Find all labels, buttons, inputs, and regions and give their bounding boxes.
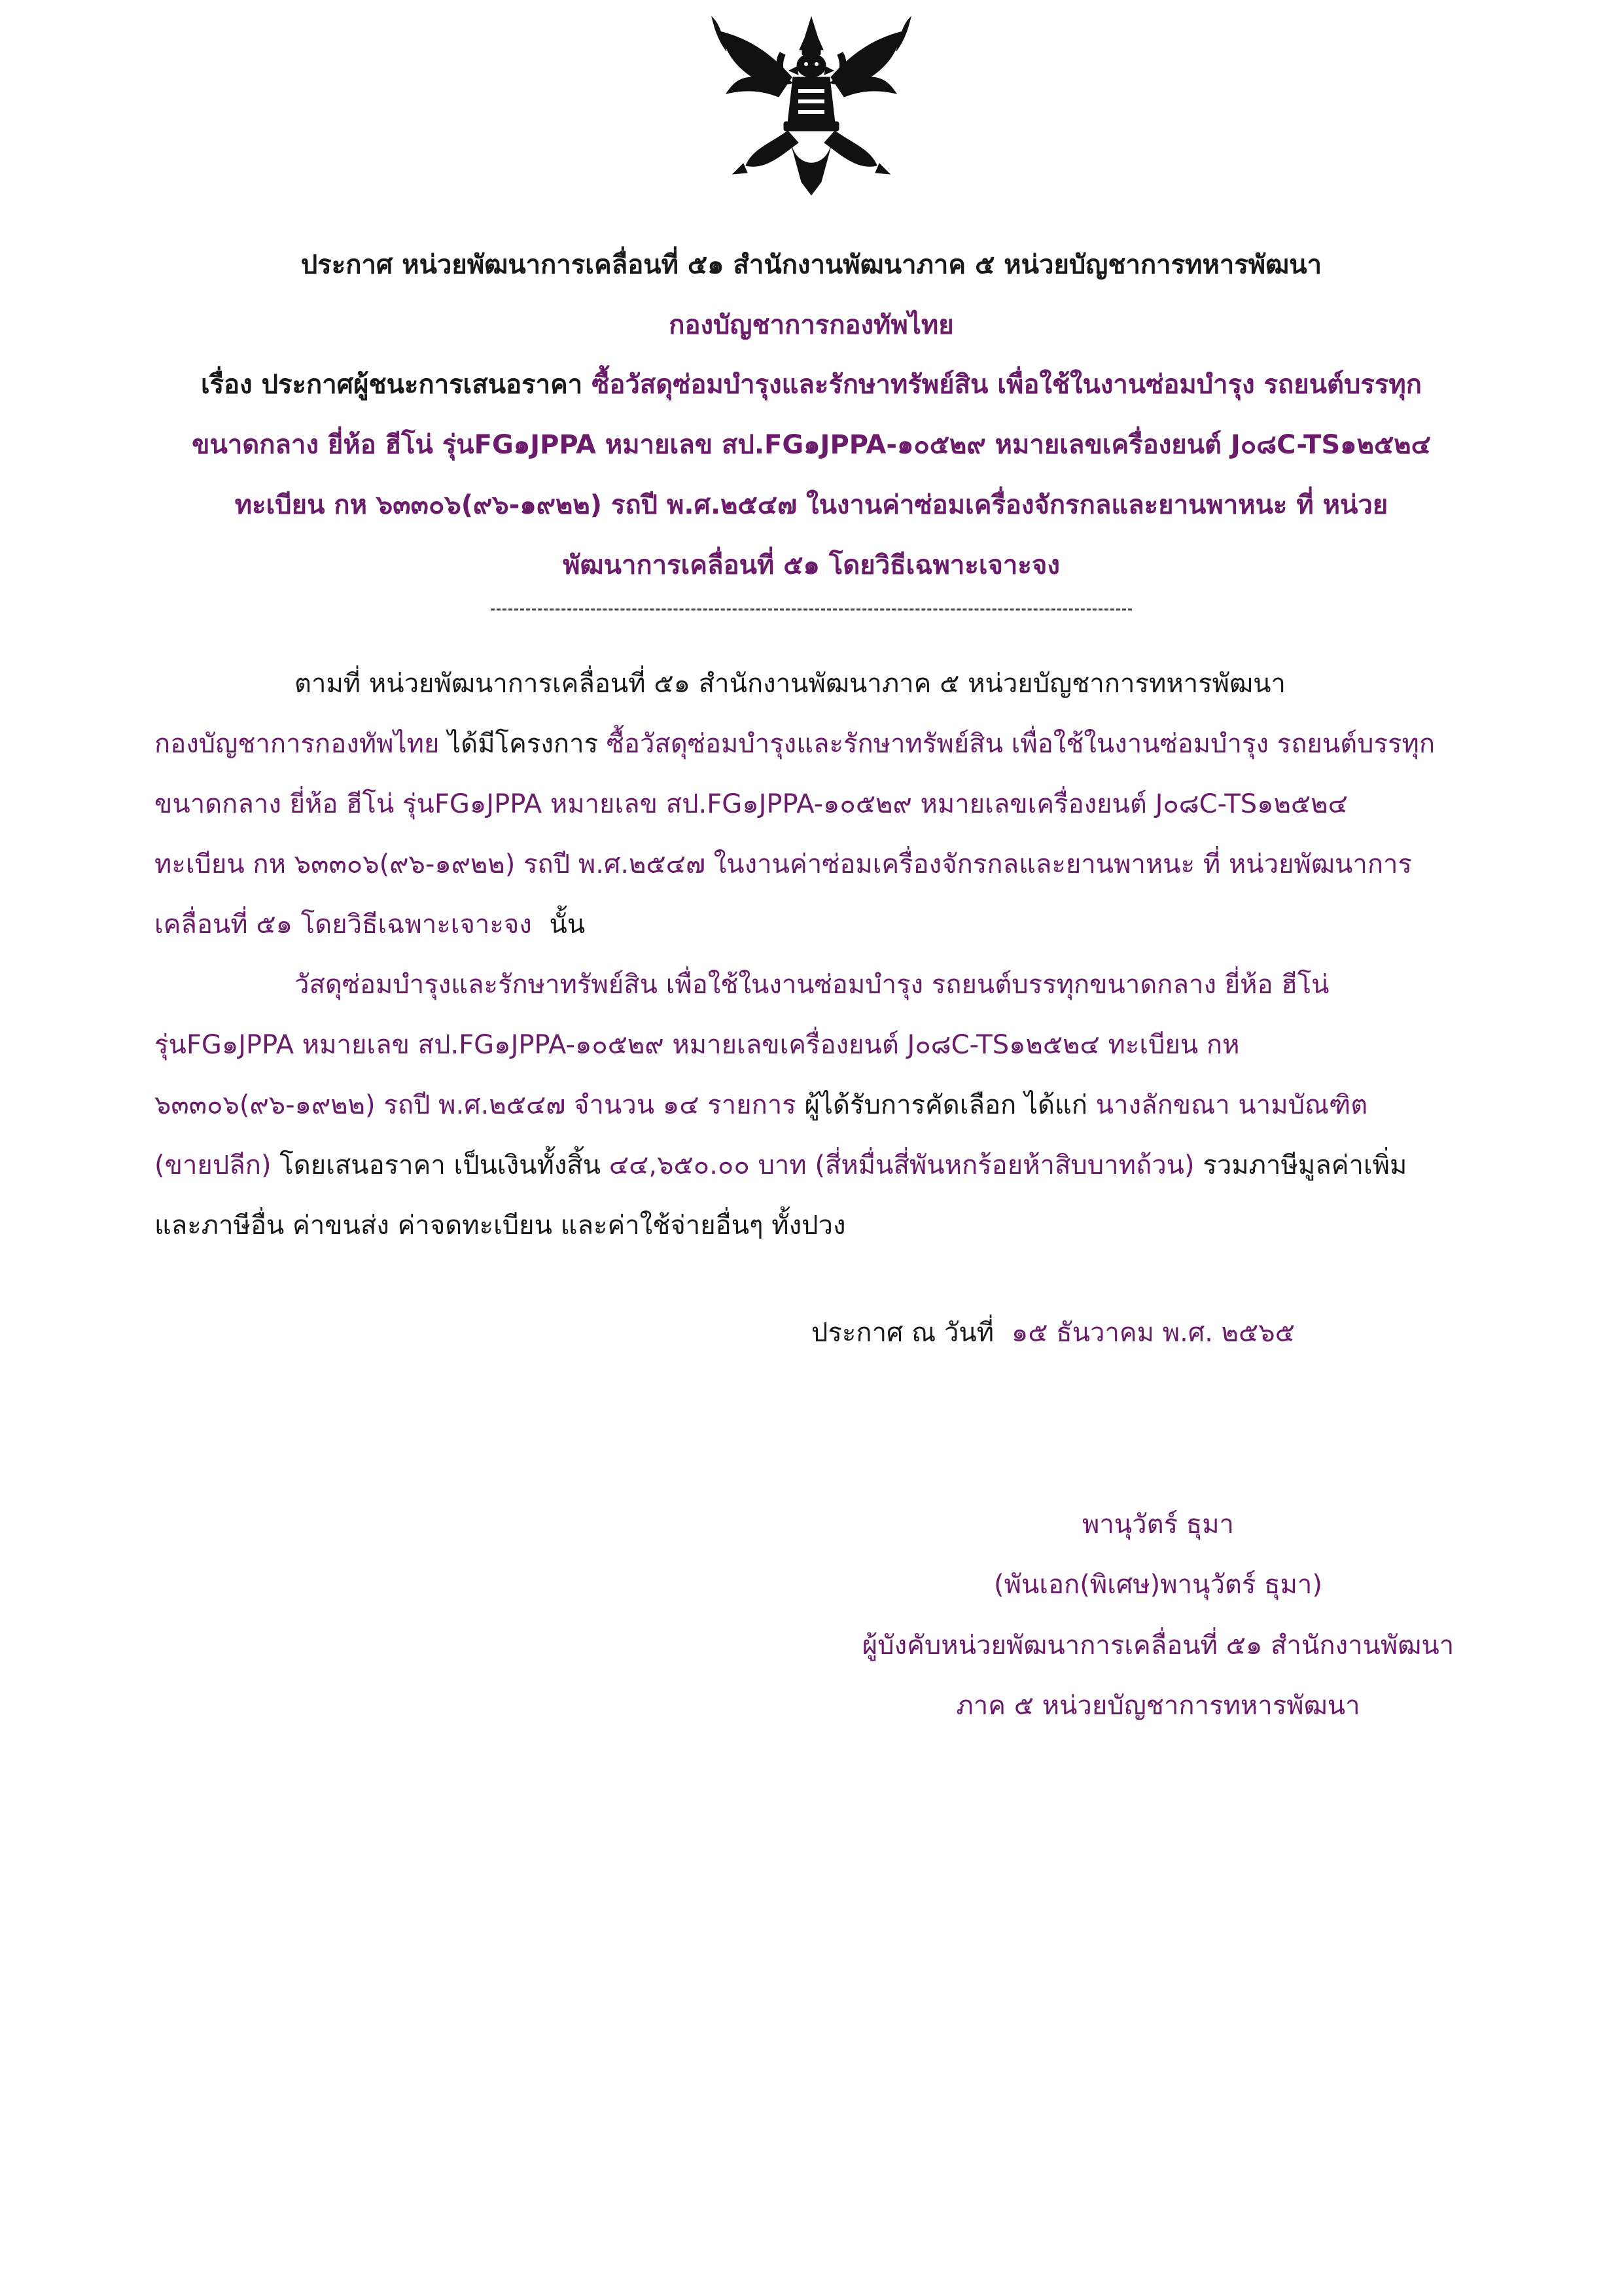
p2-items: ๖๓๓๐๖(๙๖-๑๙๒๒) รถปี พ.ศ.๒๕๔๗ จำนวน ๑๔ รายการ bbox=[154, 1090, 796, 1120]
announcement-date bbox=[811, 1316, 1295, 1349]
p1-line-5 bbox=[154, 908, 585, 941]
p1-line-4: ทะเบียน กห ๖๓๓๐๖(๙๖-๑๙๒๒) รถปี พ.ศ.๒๕๔๗ ในงานค่าซ่อมเครื่องจักรกลและยานพาหนะ ที่ หน่วยพัฒนาการ bbox=[154, 849, 1412, 879]
signature-full-name: (พันเอก(พิเศษ)พานุวัตร์ ธุมา) bbox=[994, 1570, 1322, 1600]
separator-line bbox=[491, 609, 1132, 613]
p1-project-label: ได้มีโครงการ bbox=[448, 729, 599, 759]
p2-line-5: และภาษีอื่น ค่าขนส่ง ค่าจดทะเบียน และค่าใช้จ่ายอื่นๆ ทั้งปวง bbox=[154, 1210, 846, 1241]
header-line-1: ประกาศ หน่วยพัฒนาการเคลื่อนที่ ๕๑ สำนักงานพัฒนาภาค ๕ หน่วยบัญชาการทหารพัฒนา bbox=[300, 250, 1322, 280]
header-line-2: กองบัญชาการกองทัพไทย bbox=[669, 310, 954, 340]
p2-selected-label: ผู้ได้รับการคัดเลือก ได้แก่ bbox=[804, 1090, 1088, 1120]
subject-label: เรื่อง ประกาศผู้ชนะการเสนอราคา bbox=[201, 370, 583, 400]
p1-line-1: ตามที่ หน่วยพัฒนาการเคลื่อนที่ ๕๑ สำนักงานพัฒนาภาค ๕ หน่วยบัญชาการทหารพัฒนา bbox=[294, 669, 1286, 699]
p2-winner-type: (ขายปลีก) bbox=[154, 1150, 272, 1180]
p2-price-label: โดยเสนอราคา เป็นเงินทั้งสิ้น bbox=[279, 1150, 601, 1180]
signature-name: พานุวัตร์ ธุมา bbox=[1082, 1510, 1235, 1540]
p1-end: นั้น bbox=[549, 910, 586, 940]
date-value: ๑๕ ธันวาคม พ.ศ. ๒๕๖๕ bbox=[1011, 1318, 1295, 1348]
p1-line-3: ขนาดกลาง ยี่ห้อ ฮีโน่ รุ่นFG๑JPPA หมายเลข สป.FG๑JPPA-๑๐๕๒๙ หมายเลขเครื่องยนต์ J๐๘C-TS๑๒๕๒๔ bbox=[154, 789, 1348, 819]
subject-title: ซื้อวัสดุซ่อมบำรุงและรักษาทรัพย์สิน เพื่อใช้ในงานซ่อมบำรุง รถยนต์บรรทุก bbox=[591, 370, 1422, 400]
p2-line-2: รุ่นFG๑JPPA หมายเลข สป.FG๑JPPA-๑๐๕๒๙ หมายเลขเครื่องยนต์ J๐๘C-TS๑๒๕๒๔ ทะเบียน กห bbox=[154, 1030, 1240, 1060]
p1-project-title: ซื้อวัสดุซ่อมบำรุงและรักษาทรัพย์สิน เพื่อใช้ในงานซ่อมบำรุง รถยนต์บรรทุก bbox=[606, 729, 1436, 759]
p1-line-2 bbox=[154, 728, 1435, 760]
p2-line-3 bbox=[154, 1089, 1367, 1122]
signature-position-2: ภาค ๕ หน่วยบัญชาการทหารพัฒนา bbox=[956, 1691, 1360, 1721]
p2-line-4 bbox=[154, 1149, 1407, 1182]
subject-line-2: ขนาดกลาง ยี่ห้อ ฮีโน่ รุ่นFG๑JPPA หมายเลข สป.FG๑JPPA-๑๐๕๒๙ หมายเลขเครื่องยนต์ J๐๘C-TS๑๒๕๒๔ bbox=[192, 430, 1431, 460]
p2-line-1: วัสดุซ่อมบำรุงและรักษาทรัพย์สิน เพื่อใช้ในงานซ่อมบำรุง รถยนต์บรรทุกขนาดกลาง ยี่ห้อ ฮีโน่ bbox=[294, 970, 1330, 1000]
subject-line-3: ทะเบียน กห ๖๓๓๐๖(๙๖-๑๙๒๒) รถปี พ.ศ.๒๕๔๗ ในงานค่าซ่อมเครื่องจักรกลและยานพาหนะ ที่ หน่วย bbox=[234, 490, 1388, 520]
garuda-emblem-icon bbox=[707, 12, 916, 202]
p1-method: เคลื่อนที่ ๕๑ โดยวิธีเฉพาะเจาะจง bbox=[154, 910, 532, 940]
subject-line-4: พัฒนาการเคลื่อนที่ ๕๑ โดยวิธีเฉพาะเจาะจง bbox=[563, 550, 1060, 580]
p1-org: กองบัญชาการกองทัพไทย bbox=[154, 729, 440, 759]
subject-line-1 bbox=[154, 368, 1468, 401]
date-label: ประกาศ ณ วันที่ bbox=[811, 1318, 995, 1348]
p2-vat: รวมภาษีมูลค่าเพิ่ม bbox=[1203, 1150, 1407, 1180]
signature-position-1: ผู้บังคับหน่วยพัฒนาการเคลื่อนที่ ๕๑ สำนักงานพัฒนา bbox=[862, 1631, 1455, 1661]
p2-price: ๔๔,๖๕๐.๐๐ บาท (สี่หมื่นสี่พันหกร้อยห้าสิบบาทถ้วน) bbox=[608, 1150, 1195, 1180]
p2-winner: นางลักขณา นามบัณฑิต bbox=[1095, 1090, 1368, 1120]
